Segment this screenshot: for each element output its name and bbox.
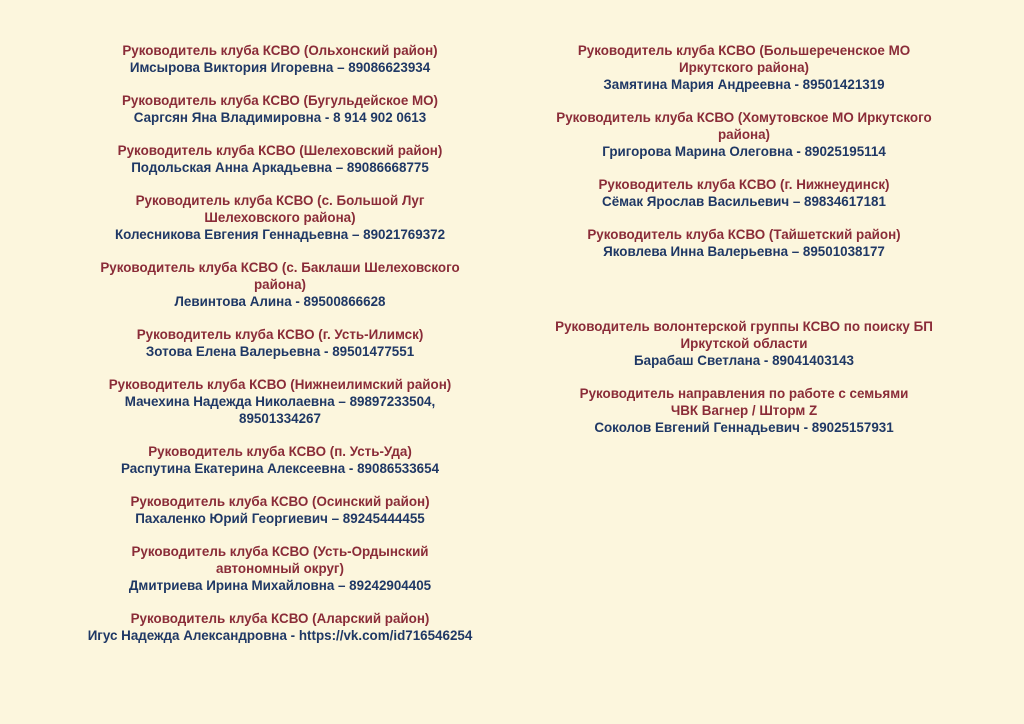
contact-line: Левинтова Алина - 89500866628 bbox=[174, 294, 386, 309]
contact-line: Имсырова Виктория Игоревна – 89086623934 bbox=[129, 60, 431, 75]
role-title-continued: ЧВК Вагнер / Шторм Z bbox=[670, 403, 818, 418]
contact-line: Игус Надежда Александровна - https://vk.com/id716546254 bbox=[87, 628, 473, 643]
contact-line: Зотова Елена Валерьевна - 89501477551 bbox=[145, 344, 415, 359]
contact-line: Замятина Мария Андреевна - 89501421319 bbox=[603, 77, 885, 92]
role-title: Руководитель клуба КСВО (Тайшетский район) bbox=[587, 227, 901, 242]
role-title: Руководитель клуба КСВО (Осинский район) bbox=[130, 494, 430, 509]
contact-line: Сёмак Ярослав Васильевич – 89834617181 bbox=[602, 194, 886, 209]
role-title: Руководитель клуба КСВО (п. Усть-Уда) bbox=[148, 444, 412, 459]
contact-entry bbox=[524, 176, 964, 210]
contact-entry bbox=[524, 318, 964, 369]
left-column bbox=[60, 42, 500, 660]
role-title: Руководитель клуба КСВО (Шелеховский район) bbox=[117, 143, 443, 158]
contact-line: Пахаленко Юрий Георгиевич – 89245444455 bbox=[135, 511, 425, 526]
contact-entry bbox=[524, 385, 964, 436]
role-title: Руководитель клуба КСВО (Большереченское МО bbox=[577, 43, 911, 58]
role-title: Руководитель клуба КСВО (с. Баклаши Шелеховского bbox=[100, 260, 460, 275]
contact-line: Подольская Анна Аркадьевна – 89086668775 bbox=[131, 160, 429, 175]
role-title: Руководитель клуба КСВО (Усть-Ордынский bbox=[131, 544, 429, 559]
role-title: Руководитель клуба КСВО (Аларский район) bbox=[130, 611, 430, 626]
contact-entry bbox=[60, 493, 500, 527]
contact-entry bbox=[60, 543, 500, 594]
role-title-continued: Шелеховского района) bbox=[204, 210, 356, 225]
role-title-continued: автономный округ) bbox=[216, 561, 344, 576]
contact-entry bbox=[60, 92, 500, 126]
contact-entry bbox=[60, 376, 500, 427]
contact-line: Распутина Екатерина Алексеевна - 89086533654 bbox=[120, 461, 440, 476]
contact-entry bbox=[60, 142, 500, 176]
role-title: Руководитель клуба КСВО (Ольхонский район) bbox=[122, 43, 438, 58]
contact-entry bbox=[60, 610, 500, 644]
contact-line: Мачехина Надежда Николаевна – 89897233504, bbox=[124, 394, 436, 409]
contact-line: Дмитриева Ирина Михайловна – 89242904405 bbox=[128, 578, 432, 593]
role-title-continued: Иркутского района) bbox=[679, 60, 809, 75]
contact-line: Колесникова Евгения Геннадьевна – 89021769372 bbox=[114, 227, 446, 242]
role-title-continued: Иркутской области bbox=[680, 336, 808, 351]
role-title: Руководитель волонтерской группы КСВО по поиску БП bbox=[555, 319, 933, 334]
role-title: Руководитель клуба КСВО (г. Нижнеудинск) bbox=[598, 177, 890, 192]
contact-line: Яковлева Инна Валерьевна – 89501038177 bbox=[603, 244, 885, 259]
right-column bbox=[524, 42, 964, 452]
role-title: Руководитель клуба КСВО (Бугульдейское МО) bbox=[121, 93, 439, 108]
contact-line-continued: 89501334267 bbox=[239, 411, 321, 426]
contact-entry bbox=[60, 259, 500, 310]
role-title: Руководитель клуба КСВО (с. Большой Луг bbox=[135, 193, 425, 208]
contact-entry bbox=[60, 42, 500, 76]
contact-line: Барабаш Светлана - 89041403143 bbox=[634, 353, 854, 368]
contact-line: Григорова Марина Олеговна - 89025195114 bbox=[602, 144, 886, 159]
contact-entry bbox=[524, 109, 964, 160]
section-spacer bbox=[524, 276, 964, 318]
role-title: Руководитель клуба КСВО (Хомутовское МО Иркутского bbox=[556, 110, 932, 125]
contact-entry bbox=[60, 192, 500, 243]
role-title: Руководитель клуба КСВО (Нижнеилимский район) bbox=[108, 377, 452, 392]
contact-line: Соколов Евгений Геннадьевич - 89025157931 bbox=[594, 420, 894, 435]
role-title-continued: района) bbox=[717, 127, 771, 142]
role-title: Руководитель клуба КСВО (г. Усть-Илимск) bbox=[136, 327, 424, 342]
role-title: Руководитель направления по работе с семьями bbox=[579, 386, 909, 401]
contact-entry bbox=[524, 226, 964, 260]
contact-entry bbox=[60, 326, 500, 360]
contact-line: Саргсян Яна Владимировна - 8 914 902 0613 bbox=[133, 110, 427, 125]
contact-entry bbox=[60, 443, 500, 477]
contact-entry bbox=[524, 42, 964, 93]
role-title-continued: района) bbox=[253, 277, 307, 292]
